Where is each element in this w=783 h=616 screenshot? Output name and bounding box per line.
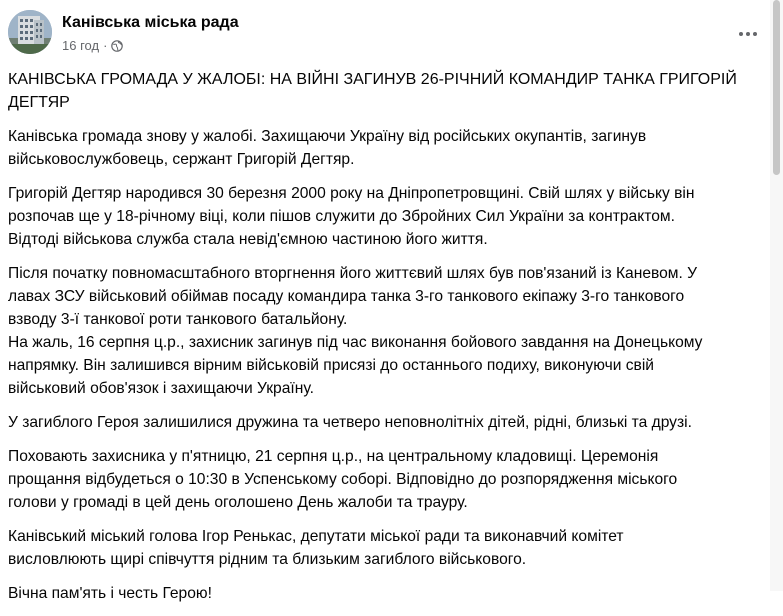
post-meta (62, 13, 239, 54)
post-paragraph: Канівська громада знову у жалобі. Захищаючи Україну від російських окупантів, загинув військовослужбовець, сержант Григорій Дегтяр. (8, 128, 647, 168)
separator-dot: · (103, 38, 108, 53)
post-text (8, 68, 770, 616)
post-header (8, 10, 239, 60)
more-horizontal-icon (746, 32, 750, 36)
post-time-row (62, 38, 239, 54)
more-horizontal-icon (753, 32, 757, 36)
scrollbar[interactable] (770, 0, 783, 591)
post-paragraph: Вічна пам'ять і честь Герою! (8, 585, 212, 602)
scrollbar-thumb[interactable] (773, 0, 780, 175)
globe-icon (111, 40, 123, 52)
page-avatar[interactable] (8, 10, 52, 54)
post-paragraph: Канівський міський голова Ігор Ренькас, депутати міської ради та виконавчий комітет висловлюють щирі співчуття рідним та близьким загиблого військового. (8, 528, 624, 568)
more-horizontal-icon (739, 32, 743, 36)
post-timestamp[interactable]: 16 год (62, 38, 100, 53)
post-paragraph: У загиблого Героя залишилися дружина та четверо неповнолітніх дітей, рідні, близькі та друзі. (8, 414, 692, 431)
post-paragraph: Григорій Дегтяр народився 30 березня 2000 року на Дніпропетровщині. Свій шлях у війську він розпочав ще у 18-річному віці, коли пішов служити до Збройних Сил України за контрактом. Відтоді військова служба стала невід'ємною частиною його життя. (8, 185, 695, 248)
post-paragraph: Після початку повномасштабного вторгнення його життєвий шлях був пов'язаний із Каневом. У лавах ЗСУ військовий обіймав посаду командира танка 3-го танкового екіпажу 3-го танкового взводу 3-ї танкової роти танкового батальйону. На жаль, 16 серпня ц.р., захисник загинув під час виконання бойового завдання на Донецькому напрямку. Він залишився вірним військовій присязі до останнього подиху, виконуючи свій військовий обов'язок і захищаючи Україну. (8, 265, 703, 397)
post-paragraph: Поховають захисника у п'ятницю, 21 серпня ц.р., на центральному кладовищі. Церемонія прощання відбудеться о 10:30 в Успенському соборі. Відповідно до розпорядження міського голови у громаді в цей день оголошено День жалоби та трауру. (8, 448, 678, 511)
more-options-button[interactable] (734, 20, 762, 48)
page-name-link[interactable]: Канівська міська рада (62, 14, 239, 31)
building-photo-icon (8, 10, 52, 54)
post-title: КАНІВСЬКА ГРОМАДА У ЖАЛОБІ: НА ВІЙНІ ЗАГИНУВ 26-РІЧНИЙ КОМАНДИР ТАНКА ГРИГОРІЙ ДЕГТЯР (8, 71, 737, 111)
